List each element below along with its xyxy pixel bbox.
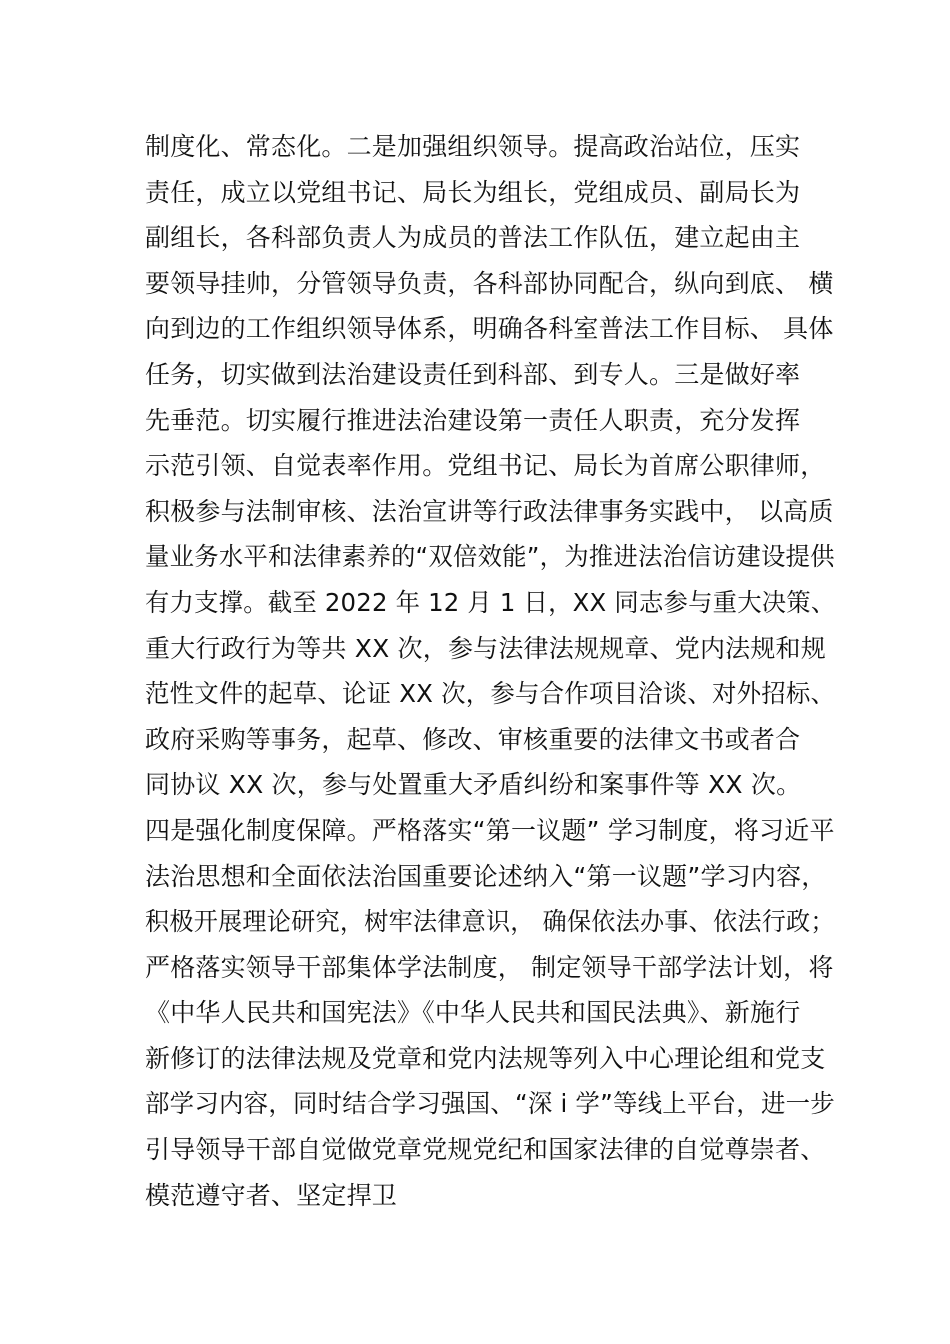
text-line: 制度化、常态化。二是加强组织领导。提高政治站位，压实 — [145, 132, 801, 161]
text-line: 量业务水平和法律素养的“双倍效能”，为推进法治信访建设提供 — [145, 542, 835, 572]
body-text — [145, 124, 835, 1218]
text-line: 副组长，各科部负责人为成员的普法工作队伍，建立起由主 — [145, 223, 801, 253]
text-line: 有力支撑。截至 2022 年 12 月 1 日，XX 同志参与重大决策、 — [145, 587, 836, 617]
text-line: 法治思想和全面依法治国重要论述纳入“第一议题”学习内容， — [145, 861, 827, 891]
text-line: 先垂范。切实履行推进法治建设第一责任人职责，充分发挥 — [145, 405, 801, 435]
text-line: 模范遵守者、坚定捍卫 — [145, 1180, 398, 1210]
text-line: 向到边的工作组织领导体系，明确各科室普法工作目标、 具体 — [145, 314, 834, 344]
text-line: 积极参与法制审核、法治宣讲等行政法律事务实践中， 以高质 — [145, 496, 834, 526]
text-line: 要领导挂帅，分管领导负责，各科部协同配合，纵向到底、 横 — [145, 268, 834, 298]
text-line: 责任，成立以党组书记、局长为组长，党组成员、副局长为 — [145, 177, 801, 207]
text-line: 四是强化制度保障。严格落实“第一议题” 学习制度，将习近平 — [145, 815, 835, 845]
text-line: 重大行政行为等共 XX 次，参与法律法规规章、党内法规和规 — [145, 633, 826, 663]
text-line: 积极开展理论研究，树牢法律意识， 确保依法办事、依法行政； — [145, 907, 835, 937]
text-line: 同协议 XX 次，参与处置重大矛盾纠纷和案事件等 XX 次。 — [145, 770, 802, 800]
text-line: 部学习内容，同时结合学习强国、“深 i 学”等线上平台，进一步 — [145, 1089, 835, 1119]
text-line: 《中华人民共和国宪法》《中华人民共和国民法典》、新施行 — [145, 998, 801, 1028]
text-line: 政府采购等事务，起草、修改、审核重要的法律文书或者合 — [145, 724, 801, 754]
text-line: 严格落实领导干部集体学法制度， 制定领导干部学法计划，将 — [145, 952, 834, 982]
text-line: 新修订的法律法规及党章和党内法规等列入中心理论组和党支 — [145, 1043, 826, 1073]
text-line: 任务，切实做到法治建设责任到科部、到专人。三是做好率 — [145, 359, 801, 389]
text-line: 示范引领、自觉表率作用。党组书记、局长为首席公职律师， — [145, 451, 826, 481]
text-line: 范性文件的起草、论证 XX 次，参与合作项目洽谈、对外招标、 — [145, 679, 836, 709]
text-line: 引导领导干部自觉做党章党规党纪和国家法律的自觉尊崇者、 — [145, 1135, 826, 1165]
